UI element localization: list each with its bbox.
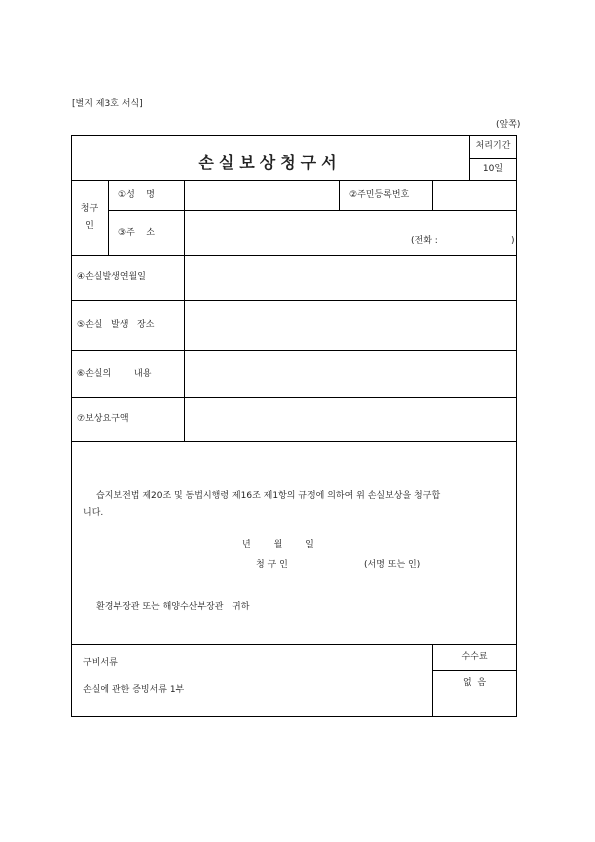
name-field[interactable] — [185, 181, 338, 209]
documents-label: 구비서류 — [83, 658, 118, 668]
statement-body-line2: 니다. — [83, 508, 104, 518]
form-title: 손실보상청구서 — [198, 153, 342, 172]
phone-label: (전화 : — [411, 236, 438, 246]
compensation-label: ⑦보상요구액 — [77, 414, 129, 424]
processing-period-label: 처리기간 — [475, 141, 511, 151]
row-divider — [71, 644, 517, 645]
page-side-label: (앞쪽) — [496, 120, 521, 130]
claimant-label-line1: 청구 — [80, 204, 99, 214]
address-field[interactable] — [185, 211, 516, 254]
form-number: [별지 제3호 서식] — [72, 99, 143, 109]
fee-label: 수수료 — [461, 652, 488, 662]
row-divider — [469, 158, 517, 159]
fee-value: 없 음 — [462, 678, 487, 688]
address-label: ③주 소 — [118, 228, 155, 238]
col-divider — [108, 180, 109, 255]
statement-body-line1: 습지보전법 제20조 및 동법시행령 제16조 제1항의 규정에 의하여 위 손실보상을 청구합 — [96, 491, 441, 501]
resident-number-label: ②주민등록번호 — [349, 190, 410, 200]
claimant-sign-label: 청 구 인 — [256, 560, 288, 570]
resident-number-field[interactable] — [433, 181, 516, 209]
date-line: 년 월 일 — [242, 540, 314, 550]
loss-date-label: ④손실발생연월일 — [77, 272, 146, 282]
loss-place-field[interactable] — [185, 301, 516, 349]
compensation-field[interactable] — [185, 398, 516, 440]
name-label: ①성 명 — [118, 190, 155, 200]
documents-value: 손실에 관한 증빙서류 1부 — [83, 685, 185, 695]
col-divider — [339, 180, 340, 210]
phone-close: ) — [511, 236, 515, 246]
loss-detail-field[interactable] — [185, 351, 516, 396]
claimant-label-line2: 인 — [85, 221, 94, 231]
row-divider — [432, 670, 517, 671]
loss-detail-label: ⑥손실의 내용 — [77, 369, 152, 379]
addressee: 환경부장관 또는 해양수산부장관 귀하 — [96, 602, 250, 612]
sign-note: (서명 또는 인) — [364, 560, 421, 570]
loss-place-label: ⑤손실 발생 장소 — [77, 320, 155, 330]
loss-date-field[interactable] — [185, 256, 516, 299]
row-divider — [71, 441, 517, 442]
processing-period-value: 10일 — [482, 164, 504, 174]
